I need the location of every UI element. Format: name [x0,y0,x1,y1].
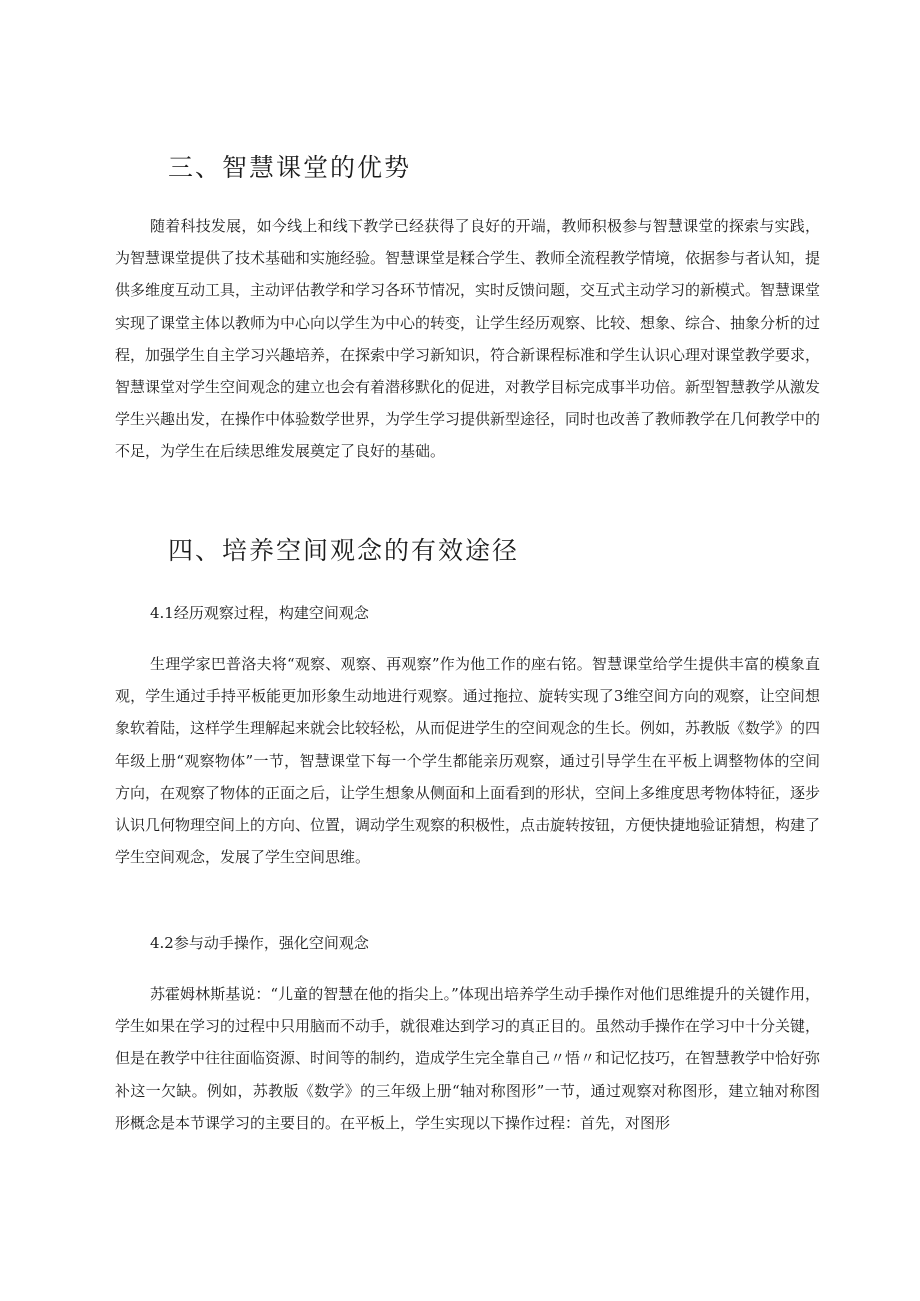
subsection-4-1-paragraph: 生理学家巴普洛夫将“观察、观察、再观察”作为他工作的座右铭。智慧课堂给学生提供丰富的模象直观，学生通过手持平板能更加形象生动地进行观察。通过拖拉、旋转实现了3维空间方向的观察，让空间想象软着陆，这样学生理解起来就会比较轻松，从而促进学生的空间观念的生长。例如，苏教版《数学》的四年级上册“观察物体”一节，智慧课堂下每一个学生都能亲历观察，通过引导学生在平板上调整物体的空间方向，在观察了物体的正面之后，让学生想象从侧面和上面看到的形状，空间上多维度思考物体特征，逐步认识几何物理空间上的方向、位置，调动学生观察的积极性，点击旋转按钮，方便快捷地验证猜想，构建了学生空间观念，发展了学生空间思维。 [115,655,821,867]
subsection-4-1-heading: 4.1经历观察过程，构建空间观念 [150,604,369,622]
section-4-heading: 四、培养空间观念的有效途径 [168,536,520,565]
section-3-paragraph: 随着科技发展，如今线上和线下教学已经获得了良好的开端，教师积极参与智慧课堂的探索与实践，为智慧课堂提供了技术基础和实施经验。智慧课堂是糅合学生、教师全流程教学情境，依据参与者认知，提供多维度互动工具，主动评估教学和学习各环节情况，实时反馈问题，交互式主动学习的新模式。智慧课堂实现了课堂主体以教师为中心向以学生为中心的转变，让学生经历观察、比较、想象、综合、抽象分析的过程，加强学生自主学习兴趣培养，在探索中学习新知识，符合新课程标准和学生认识心理对课堂教学要求，智慧课堂对学生空间观念的建立也会有着潜移默化的促进，对教学目标完成事半功倍。新型智慧教学从激发学生兴趣出发，在操作中体验数学世界，为学生学习提供新型途径，同时也改善了教师教学在几何教学中的不足，为学生在后续思维发展奠定了良好的基础。 [115,217,821,461]
section-3-heading: 三、智慧课堂的优势 [168,153,412,182]
subsection-4-2-heading: 4.2参与动手操作，强化空间观念 [150,934,369,952]
subsection-4-2-paragraph: 苏霍姆林斯基说：“儿童的智慧在他的指尖上。”体现出培养学生动手操作对他们思维提升的关键作用，学生如果在学习的过程中只用脑而不动手，就很难达到学习的真正目的。虽然动手操作在学习中十分关键，但是在教学中往往面临资源、时间等的制约，造成学生完全靠自己〃悟〃和记忆技巧，在智慧教学中恰好弥补这一欠缺。例如，苏教版《数学》的三年级上册“轴对称图形”一节，通过观察对称图形，建立轴对称图形概念是本节课学习的主要目的。在平板上，学生实现以下操作过程：首先，对图形 [115,985,821,1132]
